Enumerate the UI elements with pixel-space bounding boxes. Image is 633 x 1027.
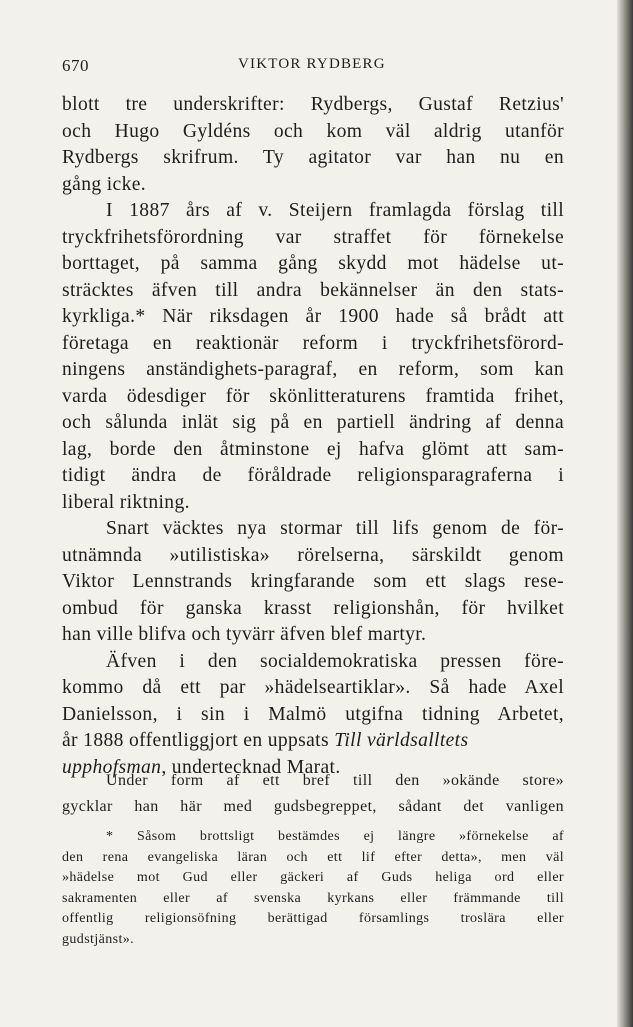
text-line-rest: , undertecknad Marat. — [161, 756, 341, 778]
text-line: företaga en reaktionär reform i tryckfrihetsförord- — [62, 332, 564, 354]
footnote-line: * Såsom brottsligt bestämdes ej längre »förnekelse af — [106, 829, 564, 844]
text-line: blott tre underskrifter: Rydbergs, Gustaf Retzius' — [62, 94, 564, 115]
text-line: Danielsson, i sin i Malmö utgifna tidning Arbetet, — [62, 703, 564, 725]
text-line: liberal riktning. — [62, 491, 190, 513]
footnote-line: »hädelse mot Gud eller gäckeri af Guds heliga ord eller — [62, 870, 564, 885]
text-line: Äfven i den socialdemokratiska pressen före- — [106, 650, 564, 672]
text-line: han ville blifva och tyvärr äfven blef martyr. — [62, 624, 427, 645]
page-edge — [617, 0, 633, 1027]
footnote-line: den rena evangeliska läran och ett lif efter detta», men väl — [62, 849, 564, 865]
footnote-line: offentlig religionsöfning berättigad församlings troslära eller — [62, 911, 564, 926]
text-line: och sålunda inlät sig på en partiell ändring af denna — [62, 412, 564, 433]
small-text-line: Under form af ett bref till den »okände store» — [106, 772, 564, 789]
text-line: utnämnda »utilistiska» rörelserna, särskildt genom — [62, 544, 564, 566]
text-line: varda ödesdiger för skönlitteraturens framtida frihet, — [62, 385, 564, 407]
text-line: sträcktes äfven till andra bekännelser än den stats- — [62, 279, 564, 301]
italic-title-part1: Till världsalltets — [334, 730, 469, 751]
text-line: tidigt ändra de föråldrade religionsparagraferna i — [62, 465, 564, 486]
text-line-start: år 1888 offentliggjort en uppsats — [62, 730, 335, 751]
small-text-line: gycklar han här med gudsbegreppet, sådant det vanligen — [62, 798, 564, 815]
italic-title-part2: upphofsman — [62, 756, 162, 778]
text-line: ningens anständighets-paragraf, en reform, som kan — [62, 359, 564, 380]
main-text — [62, 92, 564, 781]
text-line: borttaget, på samma gång skydd mot hädelse ut- — [62, 253, 564, 274]
running-title: VIKTOR RYDBERG — [238, 56, 386, 72]
text-line: och Hugo Gyldéns och kom väl aldrig utanför — [62, 120, 564, 142]
text-line: ombud för ganska krasst religionshån, för hvilket — [62, 597, 564, 619]
footnote-line: gudstjänst». — [62, 931, 135, 947]
page-header — [62, 56, 572, 80]
text-line — [62, 728, 564, 755]
text-line: tryckfrihetsförordning var straffet för förnekelse — [62, 226, 564, 248]
text-line: Viktor Lennstrands kringfarande som ett slags rese- — [62, 571, 564, 592]
text-line: Rydbergs skrifrum. Ty agitator var han nu en — [62, 147, 564, 168]
footnote-line: sakramenten eller af svenska kyrkans eller främmande till — [62, 890, 564, 906]
text-line: I 1887 års af v. Steijern framlagda förslag till — [106, 200, 564, 221]
page-number: 670 — [62, 56, 89, 75]
footnote — [62, 827, 564, 950]
text-line: Snart väcktes nya stormar till lifs genom de för- — [106, 518, 564, 539]
text-line: kyrkliga.* När riksdagen år 1900 hade så brådt att — [62, 306, 564, 327]
text-line: lag, borde den åtminstone ej hafva glömt att sam- — [62, 438, 564, 460]
text-line: gång icke. — [62, 173, 147, 195]
text-line: kommo då ett par »hädelseartiklar». Så hade Axel — [62, 677, 564, 698]
letter-intro — [62, 768, 564, 820]
